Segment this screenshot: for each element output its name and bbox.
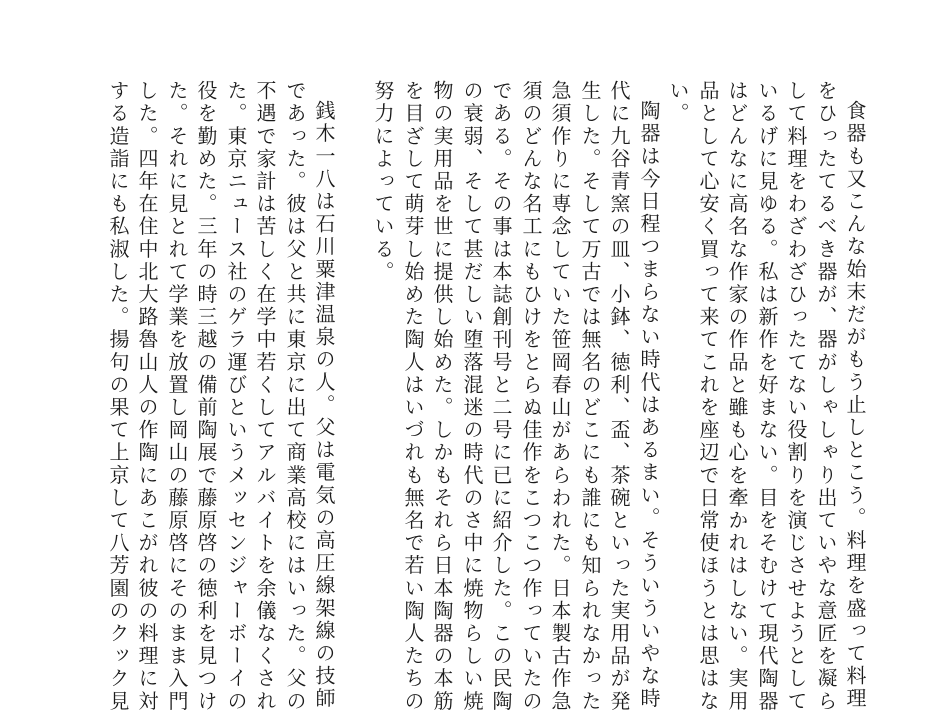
text-column: 物の実用品を世に提供し始めた。しかもそれら日本陶器の本筋 [430, 80, 454, 713]
text-column: であった。彼は父と共に東京に出て商業高校にはいった。父の [283, 80, 307, 713]
text-column: をひったてるべき器が、器がしゃしゃり出ていやな意匠を凝ら [814, 80, 838, 713]
text-column: 生した。そして万古では無名のどこにも誰にも知られなかった [578, 80, 602, 713]
text-column: 銭木一八は石川粟津温泉の人。父は電気の高圧線架線の技師 [312, 100, 336, 711]
text-column: 不遇で家計は苦しく在学中若くしてアルバイトを余儀なくされ [253, 80, 277, 713]
text-column: い。 [666, 80, 690, 126]
text-column: した。四年在住中北大路魯山人の作陶にあこがれ彼の料理に対 [135, 80, 159, 713]
text-column: 食器も又こんな始末だがもう止しとこう。料理を盛って料理 [843, 100, 867, 711]
text-column: 代に九谷青窯の皿、小鉢、徳利、盃、茶碗といった実用品が発 [607, 80, 631, 713]
text-column: する造詣にも私淑した。揚句の果て上京して八芳園のクック見 [106, 80, 130, 713]
text-column: して料理をわざわざひったてない役割りを演じさせようとして [784, 80, 808, 713]
text-column: を目ざして萌芽し始めた陶人はいづれも無名で若い陶人たちの [401, 80, 425, 713]
text-column: た。東京ニュース社のゲラ運びというメッセンジャーボーイの [224, 80, 248, 713]
text-column: の衰弱、そして甚だしい堕落混迷の時代のさ中に焼物らしい焼 [460, 80, 484, 713]
text-column: 努力によっている。 [371, 80, 395, 284]
text-column: た。それに見とれて学業を放置し岡山の藤原啓にそのまま入門 [165, 80, 189, 713]
text-column: である。その事は本誌創刊号と二号に已に紹介した。この民陶 [489, 80, 513, 713]
text-column: いるげに見ゆる。私は新作を好まない。目をそむけて現代陶器 [755, 80, 779, 713]
text-column: 須のどんな名工にもひけをとらぬ佳作をこつこつ作っていたの [519, 80, 543, 713]
text-column [341, 80, 367, 620]
text-column: 急須作りに専念していた笹岡春山があらわれた。日本製古作急 [548, 80, 572, 713]
text-column: はどんなに高名な作家の作品と雖も心を牽かれはしない。実用 [725, 80, 749, 713]
text-column: 役を勤めた。三年の時三越の備前陶展で藤原啓の徳利を見つけ [194, 80, 218, 713]
text-column: 陶器は今日程つまらない時代はあるまい。そういういやな時 [637, 100, 661, 711]
text-column: 品として心安く買って来てこれを座辺で日常使ほうとは思はな [696, 80, 720, 713]
